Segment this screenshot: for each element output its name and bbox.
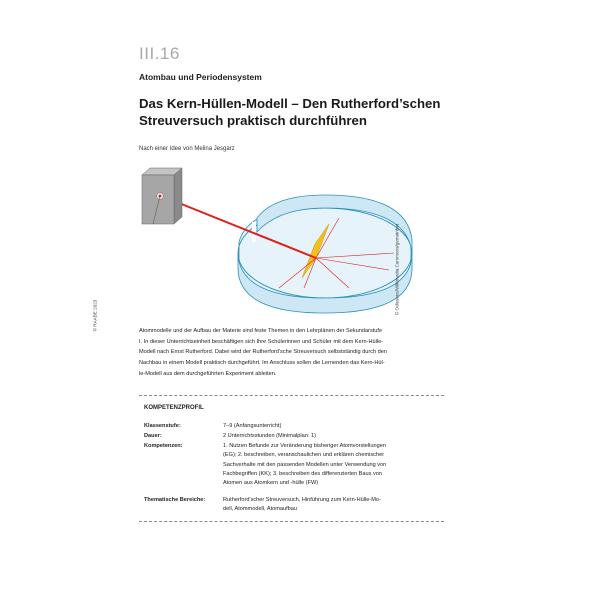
- intro-line: Nachbau in einem Modell praktisch durchgeführt. Im Anschluss sollen die Lernenden das Kern-Hül-: [139, 360, 385, 367]
- divider-bottom: [139, 521, 444, 522]
- intro-line: Atommodelle und der Aufbau der Materie sind feste Themen in den Lehrplänen der Sekundarstufe: [139, 328, 383, 334]
- topics-line: Rutherford’scher Streuversuch, Hinführung zum Kern-Hülle-Mo-: [223, 497, 381, 503]
- intro-line: le-Modell aus dem durchgeführten Experiment ableiten.: [139, 370, 277, 377]
- competence-value: [223, 442, 443, 488]
- author-note: Nach einer Idee von Melina Jesgarz: [139, 146, 235, 152]
- topic-heading: Atombau und Periodensystem: [139, 72, 262, 82]
- intro-paragraph: [139, 326, 444, 380]
- topics-line: dell, Atommodell, Atomaufbau: [223, 506, 298, 513]
- competence-line: Atomen aus Atomkern und -hülle (FW): [223, 480, 319, 487]
- duration-value: 2 Unterrichtsstunden (Minimalplan: 1): [223, 433, 316, 439]
- competence-line: 1. Nutzen Befunde zur Veränderung bisheriger Atomvorstellungen: [223, 443, 386, 449]
- section-number: III.16: [139, 44, 180, 63]
- radiation-source-box: [142, 168, 182, 224]
- level-label: Klassenstufe:: [144, 423, 181, 429]
- image-credit: © Odisseus/Wikimedia Commons/gemeinfrei: [394, 223, 400, 316]
- competence-line: Sachverhalte mit den passenden Modellen unter Verwendung von: [223, 461, 387, 468]
- rutherford-experiment-illustration: [139, 160, 429, 320]
- page-title: [139, 95, 469, 129]
- intro-line: Modell nach Ernst Rutherford. Dabei wird der Rutherford’sche Streuversuch selbstständig durch den: [139, 349, 388, 356]
- duration-label: Dauer:: [144, 433, 162, 439]
- title-line-2: Streuversuch praktisch durchführen: [139, 113, 367, 128]
- profile-heading: KOMPETENZPROFIL: [144, 405, 204, 411]
- competence-line: Fachbegriffen (KK); 3. beschreiben des differenzierten Baus von: [223, 470, 382, 477]
- competence-label: Kompetenzen:: [144, 443, 183, 449]
- level-value: 7–9 (Anfangsunterricht): [223, 423, 282, 429]
- divider-top: [139, 395, 444, 396]
- topics-value: [223, 496, 443, 515]
- intro-line: I. In dieser Unterrichtseinheit beschäftigen sich Ihre Schülerinnen und Schüler mit dem Kern-Hülle-: [139, 338, 384, 345]
- copyright-note: © RAABE 2023: [92, 299, 98, 332]
- title-line-1: Das Kern-Hüllen-Modell – Den Rutherford’schen: [139, 96, 441, 111]
- competence-line: (EG); 2. beschreiben, veranschaulichen und erklären chemischer: [223, 452, 385, 459]
- topics-label: Thematische Bereiche:: [144, 497, 206, 503]
